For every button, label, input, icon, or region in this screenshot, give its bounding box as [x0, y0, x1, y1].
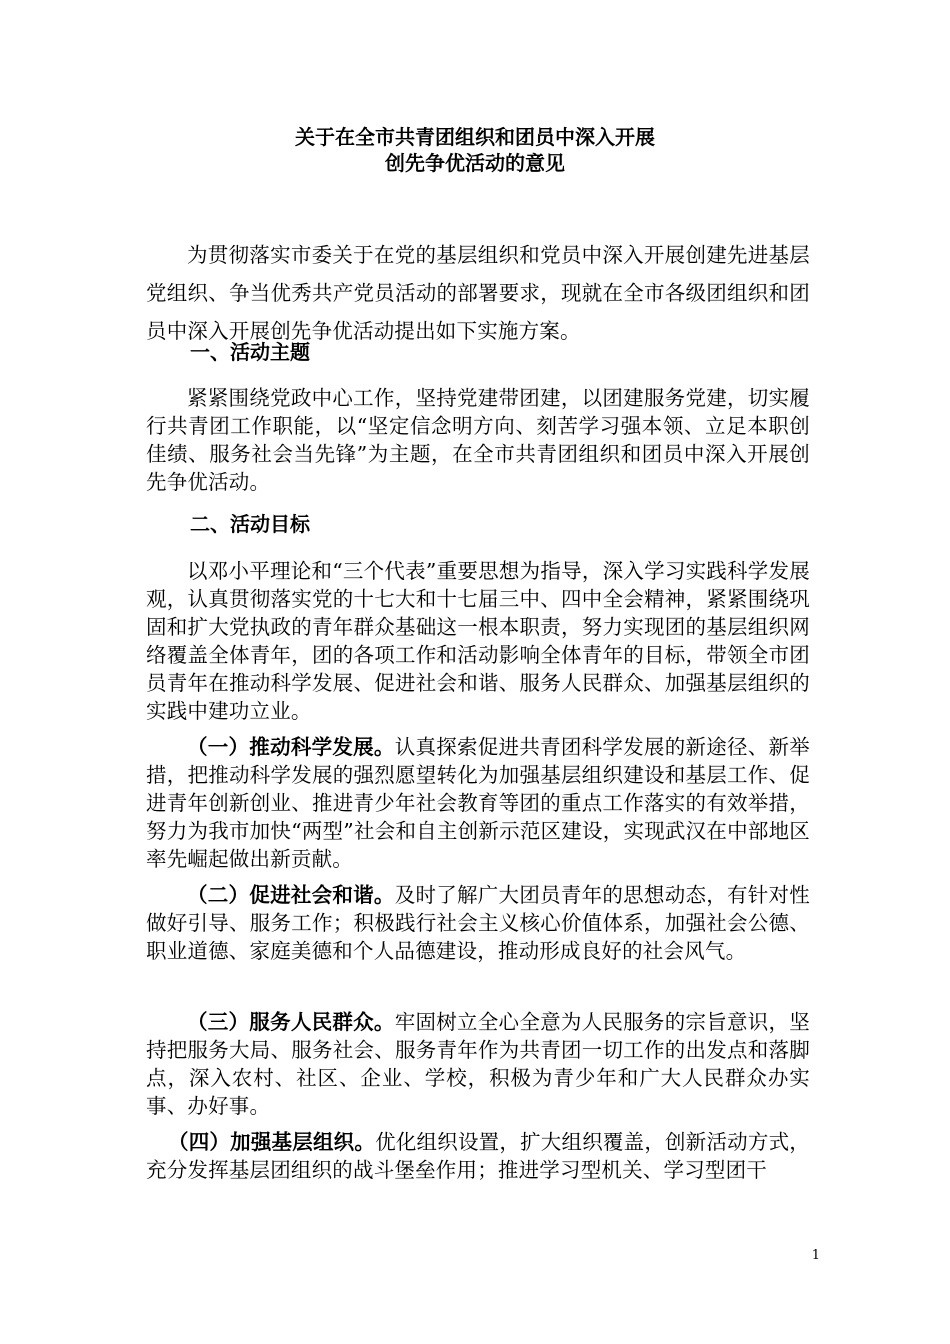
section1-text: 紧紧围绕党政中心工作，坚持党建带团建，以团建服务党建，切实履行共青团工作职能，以“坚定信念明方向、刻苦学习强本领、立足本职创佳绩、服务社会当先锋”为主题，在全市共青团组织和团员中深入开展创先争优活动。 [146, 386, 810, 494]
item-1-text: 认真探索促进共青团科学发展的新途径、新举措，把推动科学发展的强烈愿望转化为加强基层组织建设和基层工作、促进青年创新创业、推进青少年社会教育等团的重点工作落实的有效举措，努力为我市加快“两型”社会和自主创新示范区建设，实现武汉在中部地区率先崛起做出新贡献。 [146, 735, 811, 871]
section2-body [146, 557, 810, 725]
item-4-lead: （四）加强基层组织。 [168, 1130, 376, 1154]
document-title-line1: 关于在全市共青团组织和团员中深入开展 [295, 125, 655, 149]
section2-heading: 二、活动目标 [190, 512, 310, 536]
item-2-paragraph [146, 881, 810, 965]
item-3-text: 牢固树立全心全意为人民服务的宗旨意识，坚持把服务大局、服务社会、服务青年作为共青团一切工作的出发点和落脚点，深入农村、社区、企业、学校，积极为青少年和广大人民群众办实事、办好事。 [146, 1010, 811, 1118]
item-2-lead: （二）促进社会和谐。 [187, 883, 395, 907]
section2-text: 以邓小平理论和“三个代表”重要思想为指导，深入学习实践科学发展观，认真贯彻落实党的十七大和十七届三中、四中全会精神，紧紧围绕巩固和扩大党执政的青年群众基础这一根本职责，努力实现团的基层组织网络覆盖全体青年，团的各项工作和活动影响全体青年的目标，带领全市团员青年在推动科学发展、促进社会和谐、服务人民群众、加强基层组织的实践中建功立业。 [146, 559, 810, 723]
item-1-lead: （一）推动科学发展。 [187, 735, 395, 759]
item-3-lead: （三）服务人民群众。 [187, 1010, 395, 1034]
intro-text: 为贯彻落实市委关于在党的基层组织和党员中深入开展创建先进基层党组织、争当优秀共产党员活动的部署要求，现就在全市各级团组织和团员中深入开展创先争优活动提出如下实施方案。 [146, 243, 810, 343]
item-4-text: 优化组织设置，扩大组织覆盖，创新活动方式，充分发挥基层团组织的战斗堡垒作用；推进学习型机关、学习型团干 [146, 1130, 811, 1182]
item-4-paragraph [146, 1128, 810, 1184]
section1-heading: 一、活动主题 [190, 340, 310, 364]
item-2-text: 及时了解广大团员青年的思想动态，有针对性做好引导、服务工作；积极践行社会主义核心价值体系，加强社会公德、职业道德、家庭美德和个人品德建设，推动形成良好的社会风气。 [146, 883, 811, 963]
section1-body [146, 384, 810, 496]
document-title-line2: 创先争优活动的意见 [385, 151, 565, 175]
intro-paragraph [146, 236, 810, 350]
item-1-paragraph [146, 733, 810, 873]
page-number: 1 [811, 1248, 820, 1263]
item-3-paragraph [146, 1008, 810, 1120]
